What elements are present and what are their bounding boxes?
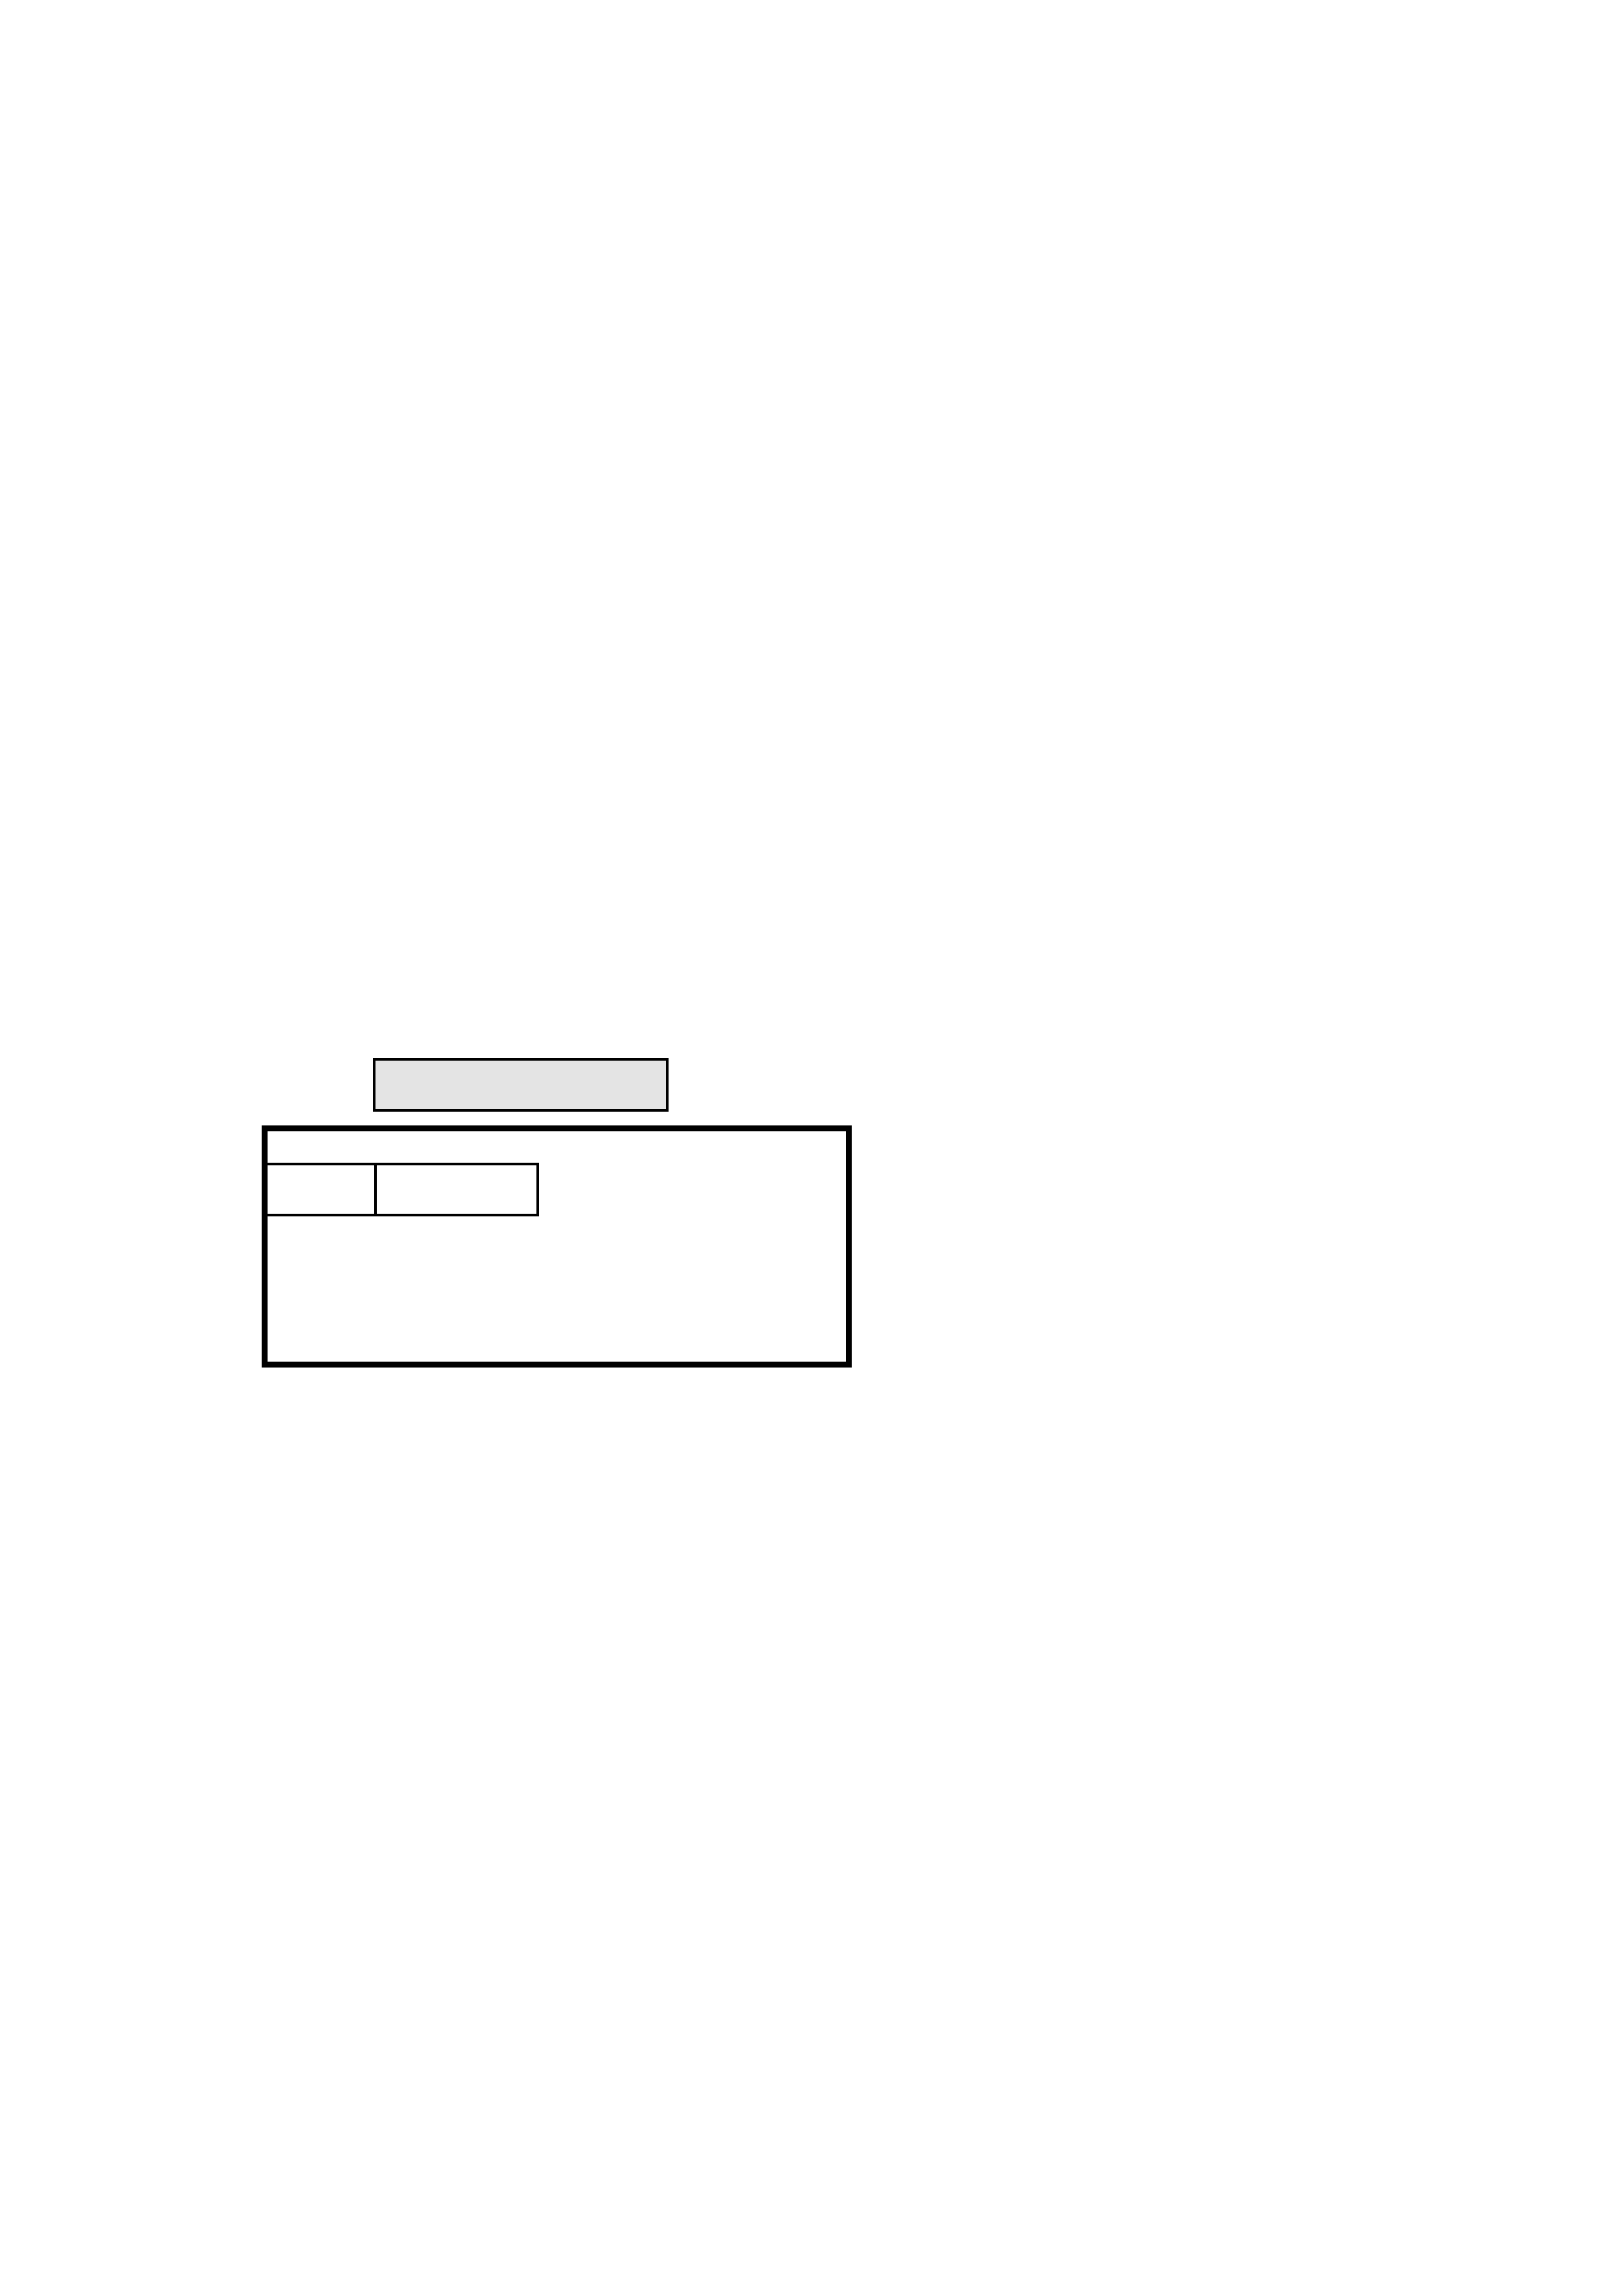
raw-material-stage-frame [262, 1125, 852, 1368]
raw-material-stage-title [373, 1058, 669, 1112]
main-material-box [374, 1163, 539, 1216]
